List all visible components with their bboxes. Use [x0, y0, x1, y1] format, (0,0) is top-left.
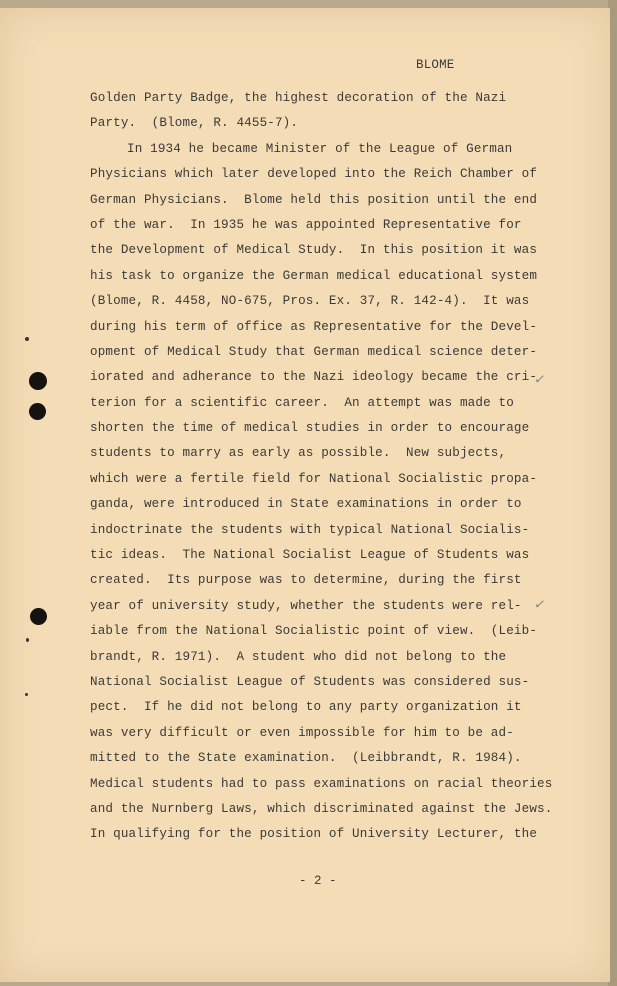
- check-mark: ✓: [532, 596, 547, 614]
- punch-hole: [29, 403, 46, 420]
- text-line: which were a fertile field for National Socialistic propa-: [90, 471, 538, 486]
- text-line: students to marry as early as possible. New subjects,: [90, 446, 507, 461]
- check-mark: ✓: [532, 371, 547, 389]
- text-line: brandt, R. 1971). A student who did not belong to the: [90, 649, 507, 664]
- text-line: year of university study, whether the students were rel-: [90, 598, 522, 613]
- text-line: indoctrinate the students with typical National Socialis-: [90, 522, 530, 537]
- text-line: German Physicians. Blome held this position until the end: [90, 192, 538, 207]
- body-text: [90, 86, 553, 848]
- text-line: Physicians which later developed into the Reich Chamber of: [90, 167, 538, 182]
- text-line: created. Its purpose was to determine, during the first: [90, 573, 522, 588]
- text-line: his task to organize the German medical educational system: [90, 268, 538, 283]
- text-line: Golden Party Badge, the highest decoration of the Nazi: [90, 91, 507, 105]
- text-line: In qualifying for the position of University Lecturer, the: [90, 827, 538, 842]
- text-line: iorated and adherance to the Nazi ideology became the cri-: [90, 370, 538, 385]
- text-line: ganda, were introduced in State examinations in order to: [90, 497, 522, 512]
- margin-speck: [26, 638, 29, 642]
- text-line: tic ideas. The National Socialist League of Students was: [90, 548, 530, 563]
- text-line: Party. (Blome, R. 4455-7).: [90, 116, 299, 131]
- text-line: Medical students had to pass examinations on racial theories: [90, 776, 553, 791]
- punch-hole: [29, 372, 47, 390]
- text-line: iable from the National Socialistic point of view. (Leib-: [90, 624, 538, 639]
- text-line: shorten the time of medical studies in order to encourage: [90, 421, 530, 436]
- margin-speck: [25, 693, 28, 696]
- document-page: [0, 8, 610, 982]
- margin-speck: [25, 337, 29, 341]
- text-line: terion for a scientific career. An attempt was made to: [90, 395, 514, 410]
- text-line: during his term of office as Representative for the Devel-: [90, 319, 538, 334]
- page-header-name: BLOME: [416, 58, 455, 72]
- page-number: - 2 -: [299, 874, 337, 888]
- text-line: the Development of Medical Study. In this position it was: [90, 243, 538, 258]
- text-line: opment of Medical Study that German medical science deter-: [90, 344, 538, 359]
- text-line: of the war. In 1935 he was appointed Representative for: [90, 217, 522, 232]
- text-line: and the Nurnberg Laws, which discriminated against the Jews.: [90, 801, 553, 816]
- text-line: National Socialist League of Students was considered sus-: [90, 674, 530, 689]
- text-line: pect. If he did not belong to any party organization it: [90, 700, 522, 715]
- text-line: In 1934 he became Minister of the League of German: [127, 141, 513, 156]
- text-line: was very difficult or even impossible for him to be ad-: [90, 725, 514, 740]
- text-line: (Blome, R. 4458, NO-675, Pros. Ex. 37, R. 142-4). It was: [90, 294, 530, 309]
- punch-hole: [30, 608, 47, 625]
- text-line: mitted to the State examination. (Leibbrandt, R. 1984).: [90, 751, 522, 766]
